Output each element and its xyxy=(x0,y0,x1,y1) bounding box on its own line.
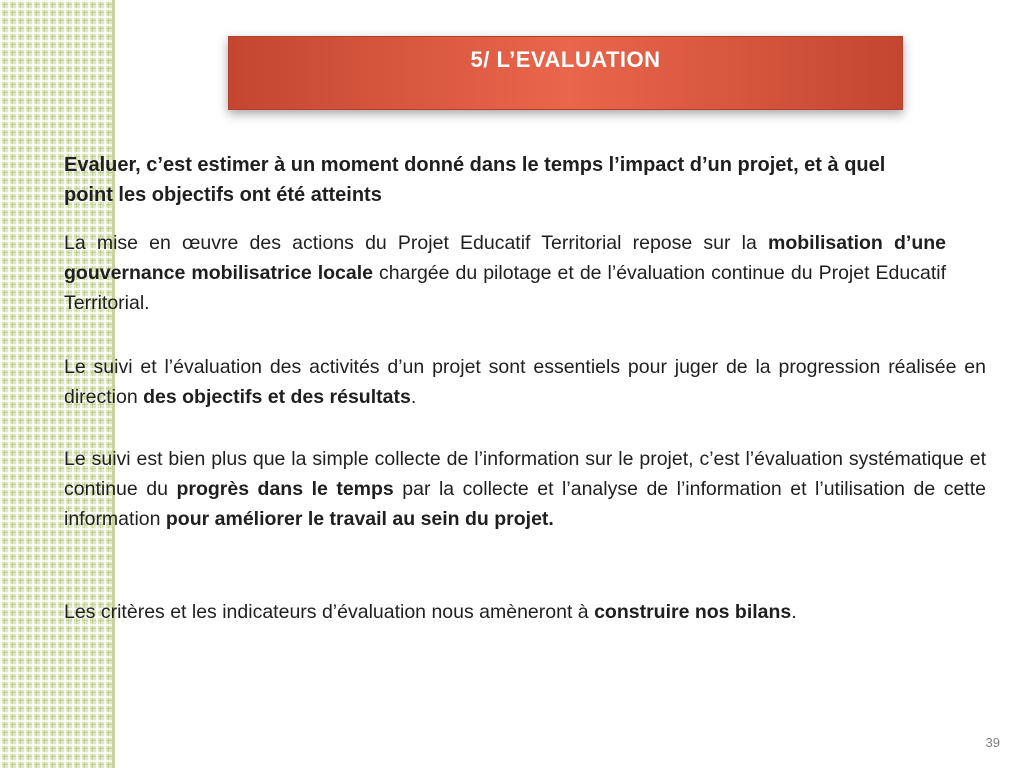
paragraph-text: La mise en œuvre des actions du Projet Educatif Territorial repose sur la xyxy=(64,232,768,254)
paragraph-text: Le suivi est bien plus que la simple collecte de l’information sur le projet, c’est l’évaluation systématique et continue du xyxy=(64,448,986,500)
page-number: 39 xyxy=(985,735,1000,750)
paragraph-follow-up xyxy=(64,444,986,534)
paragraph-text: Les critères et les indicateurs d’évaluation nous amèneront à xyxy=(64,601,595,623)
paragraph-bold-text: construire nos bilans xyxy=(594,601,792,623)
paragraph-bold-text: pour améliorer le travail au sein du projet. xyxy=(165,508,554,530)
paragraph-bold-text: des objectifs et des résultats xyxy=(143,386,411,408)
slide-title: 5/ L’EVALUATION xyxy=(470,47,661,72)
paragraph-monitoring xyxy=(64,352,986,412)
paragraph-text: . xyxy=(410,386,417,408)
paragraph-bold-text: mobilisation d’une gouvernance mobilisatrice locale xyxy=(64,232,946,284)
paragraph-criteria xyxy=(64,597,986,627)
intro-paragraph xyxy=(64,150,904,210)
paragraph-text: par la collecte et l’analyse de l’information et l’utilisation de cette information xyxy=(64,478,986,530)
paragraph-text: Le suivi et l’évaluation des activités d’un projet sont essentiels pour juger de la progression réalisée en direction xyxy=(64,356,986,408)
title-banner xyxy=(228,36,903,110)
paragraph-bold-text: progrès dans le temps xyxy=(176,478,394,500)
paragraph-text: chargée du pilotage et de l’évaluation continue du Projet Educatif Territorial. xyxy=(64,262,946,314)
paragraph-governance xyxy=(64,228,946,318)
intro-text: Evaluer, c’est estimer à un moment donné dans le temps l’impact d’un projet, et à quel point les objectifs ont été atteints xyxy=(64,154,886,206)
paragraph-text: . xyxy=(791,601,797,623)
